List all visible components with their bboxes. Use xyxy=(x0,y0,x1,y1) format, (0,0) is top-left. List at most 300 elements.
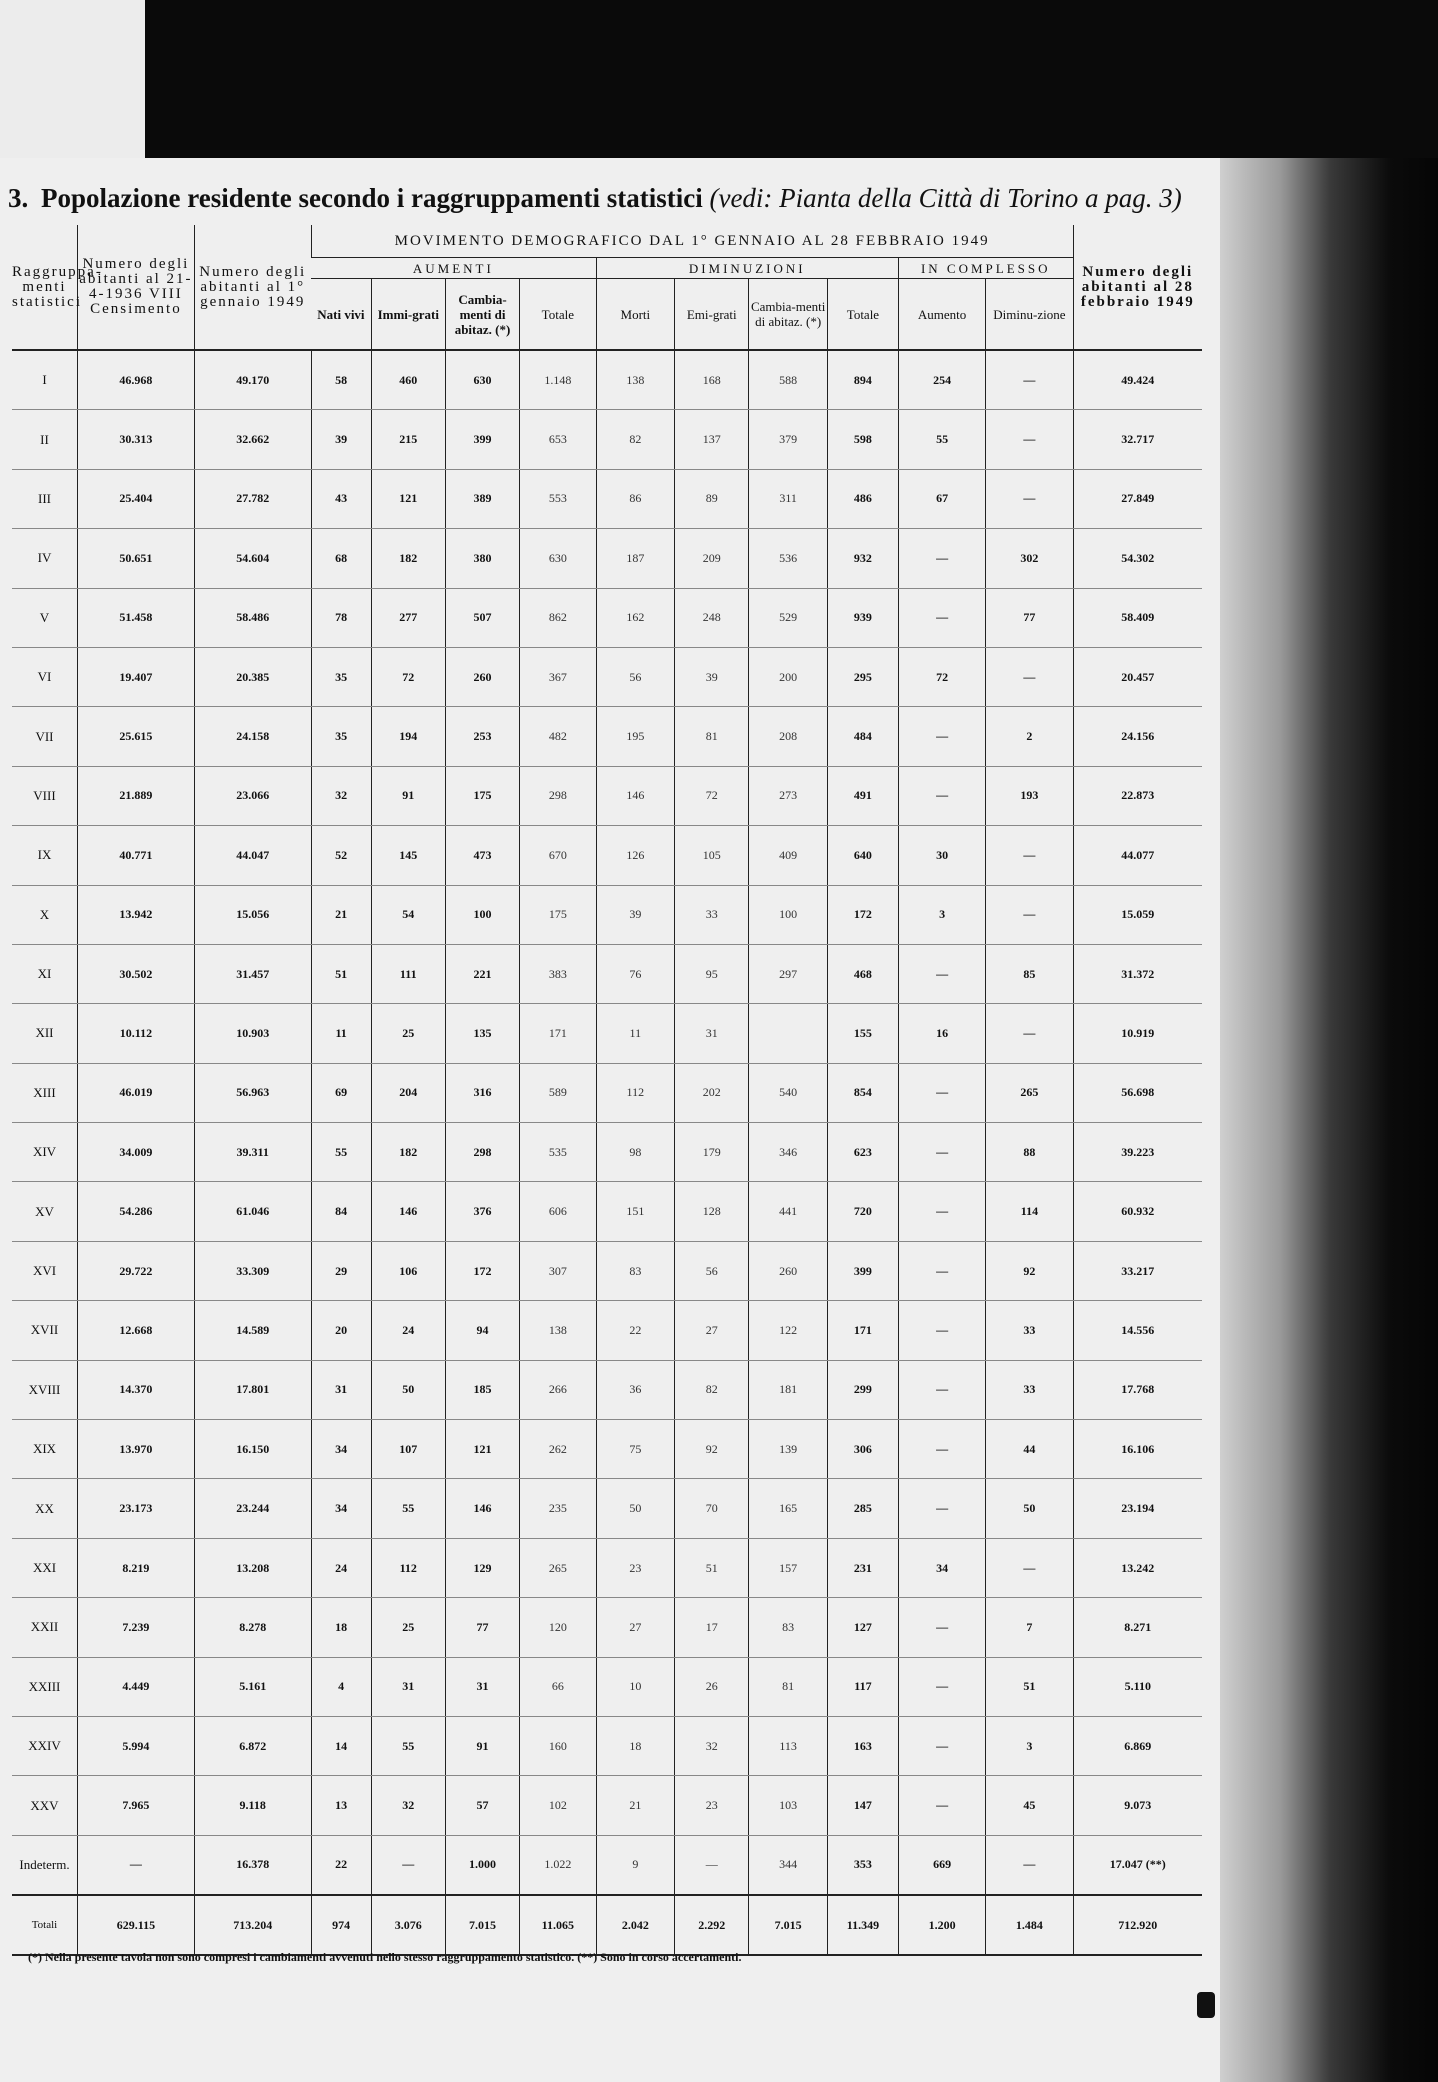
cell-totd: 353 xyxy=(827,1835,898,1895)
cell-dim: — xyxy=(986,469,1073,528)
cell-f49: 14.556 xyxy=(1073,1301,1202,1360)
cell-g49: 24.158 xyxy=(194,707,311,766)
table-row xyxy=(12,1241,1202,1300)
cell-totd: 491 xyxy=(827,766,898,825)
total-cell-c36: 629.115 xyxy=(78,1895,195,1955)
cell-c36: 10.112 xyxy=(78,1004,195,1063)
cell-dim: — xyxy=(986,826,1073,885)
cell-morti: 98 xyxy=(596,1123,675,1182)
cell-imm: 106 xyxy=(371,1241,445,1300)
cell-imm: 55 xyxy=(371,1479,445,1538)
cell-g49: 9.118 xyxy=(194,1776,311,1835)
cell-nati: 84 xyxy=(311,1182,371,1241)
cell-imm: 54 xyxy=(371,885,445,944)
cell-morti: 76 xyxy=(596,944,675,1003)
cell-totd: 894 xyxy=(827,350,898,410)
cell-emi: 92 xyxy=(675,1420,749,1479)
cell-g49: 16.150 xyxy=(194,1420,311,1479)
cell-morti: 56 xyxy=(596,647,675,706)
header-cambiamenti-aumenti: Cambia-menti di abitaz. (*) xyxy=(445,279,519,351)
cell-f49: 33.217 xyxy=(1073,1241,1202,1300)
cell-imm: 55 xyxy=(371,1716,445,1775)
cell-dim: — xyxy=(986,1004,1073,1063)
cell-cambd: 588 xyxy=(749,350,828,410)
header-diminuzione: Diminu-zione xyxy=(986,279,1073,351)
cell-totd: 285 xyxy=(827,1479,898,1538)
cell-camb: 57 xyxy=(445,1776,519,1835)
scan-dark-margin-top xyxy=(145,0,1438,158)
cell-aum: 669 xyxy=(898,1835,985,1895)
cell-totd: 171 xyxy=(827,1301,898,1360)
cell-f49: 20.457 xyxy=(1073,647,1202,706)
cell-f49: 27.849 xyxy=(1073,469,1202,528)
cell-tot: 862 xyxy=(520,588,596,647)
cell-cambd: 139 xyxy=(749,1420,828,1479)
cell-dim: 44 xyxy=(986,1420,1073,1479)
cell-nati: 35 xyxy=(311,647,371,706)
cell-tot: 235 xyxy=(520,1479,596,1538)
cell-cambd: 103 xyxy=(749,1776,828,1835)
cell-camb: 91 xyxy=(445,1716,519,1775)
population-table xyxy=(12,225,1202,1956)
cell-imm: 194 xyxy=(371,707,445,766)
cell-morti: 195 xyxy=(596,707,675,766)
cell-f49: 31.372 xyxy=(1073,944,1202,1003)
cell-totd: 147 xyxy=(827,1776,898,1835)
total-cell-dim: 1.484 xyxy=(986,1895,1073,1955)
cell-aum: — xyxy=(898,1360,985,1419)
cell-totd: 399 xyxy=(827,1241,898,1300)
cell-g49: 49.170 xyxy=(194,350,311,410)
cell-c36: 21.889 xyxy=(78,766,195,825)
cell-tot: 535 xyxy=(520,1123,596,1182)
scan-dark-margin-right xyxy=(1220,158,1438,2082)
cell-totd: 640 xyxy=(827,826,898,885)
cell-f49: 54.302 xyxy=(1073,529,1202,588)
cell-tot: 606 xyxy=(520,1182,596,1241)
cell-nati: 34 xyxy=(311,1479,371,1538)
cell-tot: 266 xyxy=(520,1360,596,1419)
cell-c36: 7.965 xyxy=(78,1776,195,1835)
table-row xyxy=(12,1657,1202,1716)
cell-morti: 112 xyxy=(596,1063,675,1122)
cell-r: I xyxy=(12,350,78,410)
total-cell-camb: 7.015 xyxy=(445,1895,519,1955)
cell-totd: 155 xyxy=(827,1004,898,1063)
table-row xyxy=(12,1776,1202,1835)
cell-tot: 175 xyxy=(520,885,596,944)
cell-camb: 146 xyxy=(445,1479,519,1538)
cell-r: XIX xyxy=(12,1420,78,1479)
cell-tot: 367 xyxy=(520,647,596,706)
cell-camb: 473 xyxy=(445,826,519,885)
cell-camb: 129 xyxy=(445,1538,519,1597)
table-row xyxy=(12,410,1202,469)
cell-tot: 66 xyxy=(520,1657,596,1716)
population-table-wrap xyxy=(12,225,1202,1956)
cell-cambd: 344 xyxy=(749,1835,828,1895)
table-row xyxy=(12,1420,1202,1479)
cell-nati: 29 xyxy=(311,1241,371,1300)
cell-cambd: 346 xyxy=(749,1123,828,1182)
cell-imm: — xyxy=(371,1835,445,1895)
table-row xyxy=(12,885,1202,944)
cell-camb: 399 xyxy=(445,410,519,469)
cell-f49: 5.110 xyxy=(1073,1657,1202,1716)
cell-totd: 231 xyxy=(827,1538,898,1597)
cell-dim: 2 xyxy=(986,707,1073,766)
cell-totd: 932 xyxy=(827,529,898,588)
cell-dim: — xyxy=(986,647,1073,706)
cell-dim: 92 xyxy=(986,1241,1073,1300)
table-title-text: Popolazione residente secondo i raggruppamenti statistici xyxy=(41,183,703,213)
cell-nati: 35 xyxy=(311,707,371,766)
header-morti: Morti xyxy=(596,279,675,351)
cell-morti: 39 xyxy=(596,885,675,944)
cell-emi: 51 xyxy=(675,1538,749,1597)
cell-totd: 484 xyxy=(827,707,898,766)
cell-morti: 11 xyxy=(596,1004,675,1063)
cell-imm: 112 xyxy=(371,1538,445,1597)
cell-r: VIII xyxy=(12,766,78,825)
cell-cambd: 441 xyxy=(749,1182,828,1241)
cell-nati: 51 xyxy=(311,944,371,1003)
cell-dim: 88 xyxy=(986,1123,1073,1182)
cell-nati: 34 xyxy=(311,1420,371,1479)
cell-c36: 4.449 xyxy=(78,1657,195,1716)
header-raggruppamenti: Raggruppa-menti statistici xyxy=(12,225,78,350)
cell-aum: — xyxy=(898,588,985,647)
cell-dim: — xyxy=(986,1835,1073,1895)
cell-totd: 163 xyxy=(827,1716,898,1775)
header-num-febbraio: Numero degli abitanti al 28 febbraio 1949 xyxy=(1073,225,1202,350)
total-cell-g49: 713.204 xyxy=(194,1895,311,1955)
cell-nati: 18 xyxy=(311,1598,371,1657)
table-row xyxy=(12,350,1202,410)
table-row xyxy=(12,588,1202,647)
cell-emi: 137 xyxy=(675,410,749,469)
total-cell-tot: 11.065 xyxy=(520,1895,596,1955)
cell-morti: 22 xyxy=(596,1301,675,1360)
cell-c36: 54.286 xyxy=(78,1182,195,1241)
cell-emi: 72 xyxy=(675,766,749,825)
cell-nati: 32 xyxy=(311,766,371,825)
cell-nati: 21 xyxy=(311,885,371,944)
cell-c36: 13.942 xyxy=(78,885,195,944)
cell-aum: — xyxy=(898,707,985,766)
cell-g49: 16.378 xyxy=(194,1835,311,1895)
cell-emi: 128 xyxy=(675,1182,749,1241)
cell-imm: 145 xyxy=(371,826,445,885)
cell-c36: 19.407 xyxy=(78,647,195,706)
cell-f49: 60.932 xyxy=(1073,1182,1202,1241)
cell-r: XVI xyxy=(12,1241,78,1300)
cell-cambd: 113 xyxy=(749,1716,828,1775)
cell-tot: 553 xyxy=(520,469,596,528)
cell-g49: 39.311 xyxy=(194,1123,311,1182)
cell-f49: 9.073 xyxy=(1073,1776,1202,1835)
cell-nati: 58 xyxy=(311,350,371,410)
cell-cambd: 83 xyxy=(749,1598,828,1657)
cell-r: XXIV xyxy=(12,1716,78,1775)
cell-r: III xyxy=(12,469,78,528)
cell-tot: 1.148 xyxy=(520,350,596,410)
table-row xyxy=(12,1835,1202,1895)
cell-nati: 69 xyxy=(311,1063,371,1122)
cell-c36: 23.173 xyxy=(78,1479,195,1538)
cell-nati: 4 xyxy=(311,1657,371,1716)
header-totale-aumenti: Totale xyxy=(520,279,596,351)
cell-aum: — xyxy=(898,1063,985,1122)
cell-g49: 17.801 xyxy=(194,1360,311,1419)
cell-dim: 114 xyxy=(986,1182,1073,1241)
cell-cambd: 311 xyxy=(749,469,828,528)
cell-c36: 25.615 xyxy=(78,707,195,766)
cell-g49: 20.385 xyxy=(194,647,311,706)
cell-nati: 31 xyxy=(311,1360,371,1419)
cell-r: IX xyxy=(12,826,78,885)
cell-c36: — xyxy=(78,1835,195,1895)
cell-dim: 33 xyxy=(986,1360,1073,1419)
cell-morti: 27 xyxy=(596,1598,675,1657)
header-aumenti: AUMENTI xyxy=(311,258,596,279)
cell-g49: 31.457 xyxy=(194,944,311,1003)
cell-emi: 32 xyxy=(675,1716,749,1775)
cell-morti: 86 xyxy=(596,469,675,528)
cell-f49: 15.059 xyxy=(1073,885,1202,944)
cell-imm: 32 xyxy=(371,1776,445,1835)
cell-cambd: 536 xyxy=(749,529,828,588)
cell-totd: 720 xyxy=(827,1182,898,1241)
table-row xyxy=(12,707,1202,766)
cell-aum: 3 xyxy=(898,885,985,944)
cell-camb: 316 xyxy=(445,1063,519,1122)
table-row xyxy=(12,1182,1202,1241)
cell-f49: 10.919 xyxy=(1073,1004,1202,1063)
cell-morti: 126 xyxy=(596,826,675,885)
cell-morti: 83 xyxy=(596,1241,675,1300)
cell-camb: 100 xyxy=(445,885,519,944)
cell-camb: 389 xyxy=(445,469,519,528)
total-cell-nati: 974 xyxy=(311,1895,371,1955)
cell-aum: — xyxy=(898,1241,985,1300)
cell-imm: 111 xyxy=(371,944,445,1003)
cell-nati: 22 xyxy=(311,1835,371,1895)
cell-f49: 13.242 xyxy=(1073,1538,1202,1597)
cell-imm: 72 xyxy=(371,647,445,706)
cell-totd: 299 xyxy=(827,1360,898,1419)
cell-emi: 70 xyxy=(675,1479,749,1538)
cell-g49: 56.963 xyxy=(194,1063,311,1122)
cell-dim: 77 xyxy=(986,588,1073,647)
cell-g49: 23.066 xyxy=(194,766,311,825)
cell-nati: 52 xyxy=(311,826,371,885)
cell-camb: 253 xyxy=(445,707,519,766)
cell-dim: — xyxy=(986,1538,1073,1597)
total-cell-r: Totali xyxy=(12,1895,78,1955)
table-row xyxy=(12,1598,1202,1657)
cell-emi: 56 xyxy=(675,1241,749,1300)
cell-morti: 75 xyxy=(596,1420,675,1479)
table-row xyxy=(12,1063,1202,1122)
cell-aum: — xyxy=(898,944,985,1003)
cell-camb: 31 xyxy=(445,1657,519,1716)
cell-r: XI xyxy=(12,944,78,1003)
cell-aum: — xyxy=(898,1716,985,1775)
cell-morti: 50 xyxy=(596,1479,675,1538)
cell-tot: 653 xyxy=(520,410,596,469)
cell-dim: 3 xyxy=(986,1716,1073,1775)
cell-cambd: 81 xyxy=(749,1657,828,1716)
cell-camb: 135 xyxy=(445,1004,519,1063)
table-row xyxy=(12,1716,1202,1775)
table-row xyxy=(12,647,1202,706)
cell-nati: 55 xyxy=(311,1123,371,1182)
cell-g49: 6.872 xyxy=(194,1716,311,1775)
cell-cambd: 157 xyxy=(749,1538,828,1597)
table-row xyxy=(12,766,1202,825)
cell-g49: 23.244 xyxy=(194,1479,311,1538)
cell-nati: 43 xyxy=(311,469,371,528)
cell-r: XXIII xyxy=(12,1657,78,1716)
cell-r: XIV xyxy=(12,1123,78,1182)
header-immigrati: Immi-grati xyxy=(371,279,445,351)
cell-emi: 17 xyxy=(675,1598,749,1657)
cell-dim: 50 xyxy=(986,1479,1073,1538)
header-movimento: MOVIMENTO DEMOGRAFICO DAL 1° GENNAIO AL 28 FEBBRAIO 1949 xyxy=(311,225,1073,258)
table-row xyxy=(12,1123,1202,1182)
table-row xyxy=(12,826,1202,885)
cell-emi: 89 xyxy=(675,469,749,528)
cell-c36: 8.219 xyxy=(78,1538,195,1597)
cell-camb: 221 xyxy=(445,944,519,1003)
cell-emi: 23 xyxy=(675,1776,749,1835)
cell-r: XII xyxy=(12,1004,78,1063)
header-in-complesso: IN COMPLESSO xyxy=(898,258,1073,279)
cell-g49: 61.046 xyxy=(194,1182,311,1241)
cell-f49: 17.047 (**) xyxy=(1073,1835,1202,1895)
table-row xyxy=(12,1301,1202,1360)
table-row xyxy=(12,469,1202,528)
cell-aum: — xyxy=(898,529,985,588)
total-cell-totd: 11.349 xyxy=(827,1895,898,1955)
cell-tot: 482 xyxy=(520,707,596,766)
cell-imm: 91 xyxy=(371,766,445,825)
cell-r: IV xyxy=(12,529,78,588)
cell-totd: 127 xyxy=(827,1598,898,1657)
cell-totd: 854 xyxy=(827,1063,898,1122)
cell-cambd: 409 xyxy=(749,826,828,885)
cell-imm: 121 xyxy=(371,469,445,528)
cell-aum: — xyxy=(898,1182,985,1241)
cell-f49: 24.156 xyxy=(1073,707,1202,766)
cell-dim: 7 xyxy=(986,1598,1073,1657)
cell-g49: 44.047 xyxy=(194,826,311,885)
cell-r: XX xyxy=(12,1479,78,1538)
cell-aum: — xyxy=(898,766,985,825)
cell-tot: 265 xyxy=(520,1538,596,1597)
cell-f49: 17.768 xyxy=(1073,1360,1202,1419)
cell-c36: 40.771 xyxy=(78,826,195,885)
cell-g49: 15.056 xyxy=(194,885,311,944)
cell-r: II xyxy=(12,410,78,469)
table-row xyxy=(12,944,1202,1003)
cell-camb: 185 xyxy=(445,1360,519,1419)
totals-row xyxy=(12,1895,1202,1955)
cell-tot: 307 xyxy=(520,1241,596,1300)
cell-aum: — xyxy=(898,1479,985,1538)
cell-g49: 54.604 xyxy=(194,529,311,588)
cell-aum: 55 xyxy=(898,410,985,469)
cell-dim: 193 xyxy=(986,766,1073,825)
cell-nati: 20 xyxy=(311,1301,371,1360)
cell-cambd: 260 xyxy=(749,1241,828,1300)
cell-totd: 117 xyxy=(827,1657,898,1716)
cell-totd: 486 xyxy=(827,469,898,528)
cell-dim: 265 xyxy=(986,1063,1073,1122)
cell-cambd xyxy=(749,1004,828,1063)
cell-tot: 120 xyxy=(520,1598,596,1657)
cell-dim: 45 xyxy=(986,1776,1073,1835)
cell-imm: 107 xyxy=(371,1420,445,1479)
cell-emi: 105 xyxy=(675,826,749,885)
cell-totd: 468 xyxy=(827,944,898,1003)
cell-g49: 58.486 xyxy=(194,588,311,647)
cell-g49: 10.903 xyxy=(194,1004,311,1063)
cell-tot: 630 xyxy=(520,529,596,588)
cell-morti: 162 xyxy=(596,588,675,647)
cell-emi: 33 xyxy=(675,885,749,944)
cell-imm: 204 xyxy=(371,1063,445,1122)
cell-c36: 5.994 xyxy=(78,1716,195,1775)
total-cell-cambd: 7.015 xyxy=(749,1895,828,1955)
table-title-note: (vedi: Pianta della Città di Torino a pag. 3) xyxy=(709,183,1182,213)
cell-aum: — xyxy=(898,1657,985,1716)
cell-g49: 5.161 xyxy=(194,1657,311,1716)
cell-g49: 27.782 xyxy=(194,469,311,528)
cell-morti: 18 xyxy=(596,1716,675,1775)
cell-emi: 202 xyxy=(675,1063,749,1122)
cell-totd: 598 xyxy=(827,410,898,469)
cell-nati: 39 xyxy=(311,410,371,469)
cell-imm: 182 xyxy=(371,1123,445,1182)
cell-r: V xyxy=(12,588,78,647)
cell-f49: 8.271 xyxy=(1073,1598,1202,1657)
cell-cambd: 181 xyxy=(749,1360,828,1419)
cell-r: XXII xyxy=(12,1598,78,1657)
cell-imm: 277 xyxy=(371,588,445,647)
cell-nati: 24 xyxy=(311,1538,371,1597)
cell-dim: 51 xyxy=(986,1657,1073,1716)
cell-r: XV xyxy=(12,1182,78,1241)
header-cambiamenti-diminuzioni: Cambia-menti di abitaz. (*) xyxy=(749,279,828,351)
cell-cambd: 122 xyxy=(749,1301,828,1360)
cell-cambd: 100 xyxy=(749,885,828,944)
header-totale-diminuzioni: Totale xyxy=(827,279,898,351)
cell-tot: 262 xyxy=(520,1420,596,1479)
cell-totd: 939 xyxy=(827,588,898,647)
cell-tot: 589 xyxy=(520,1063,596,1122)
cell-g49: 32.662 xyxy=(194,410,311,469)
cell-r: VII xyxy=(12,707,78,766)
cell-emi: 248 xyxy=(675,588,749,647)
cell-emi: 27 xyxy=(675,1301,749,1360)
cell-aum: — xyxy=(898,1420,985,1479)
cell-camb: 260 xyxy=(445,647,519,706)
cell-emi: 26 xyxy=(675,1657,749,1716)
cell-imm: 146 xyxy=(371,1182,445,1241)
table-row xyxy=(12,1479,1202,1538)
